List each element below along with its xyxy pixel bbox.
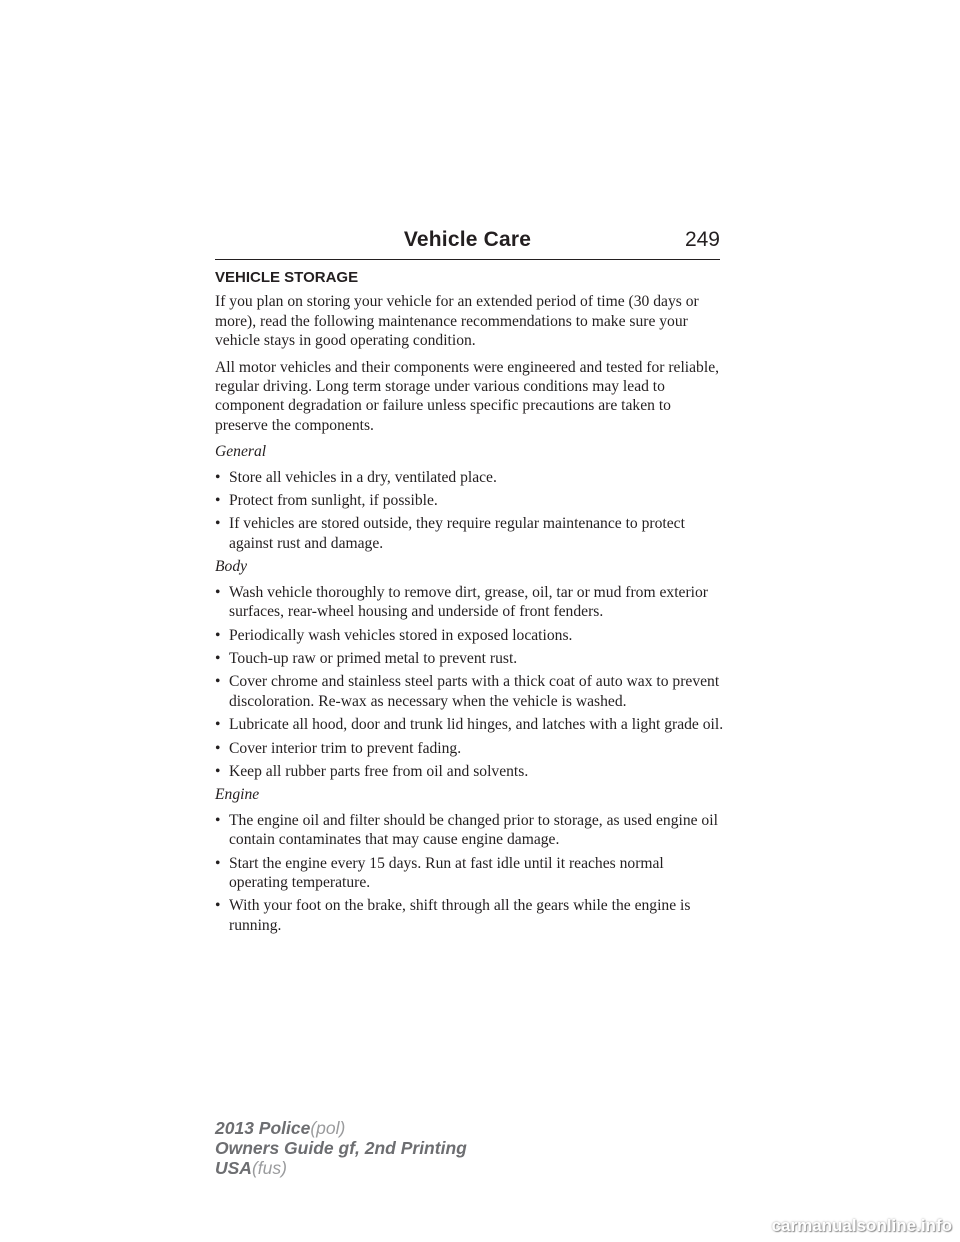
- header-title: Vehicle Care: [403, 228, 532, 251]
- bullet-icon: •: [215, 673, 221, 691]
- footer-model: 2013 Police: [215, 1118, 311, 1138]
- bullet-icon: •: [215, 762, 221, 780]
- bullet-icon: •: [215, 626, 221, 644]
- list-item: [215, 762, 725, 781]
- list-item-text: Protect from sunlight, if possible.: [229, 492, 438, 510]
- list-item: [215, 583, 725, 622]
- list-item-text: Cover chrome and stainless steel parts with a thick coat of auto wax to prevent discoloration. Re-wax as necessary when the vehicle is washed.: [229, 673, 720, 710]
- bullet-icon: •: [215, 716, 221, 734]
- subhead-general: General: [215, 443, 267, 461]
- list-item: [215, 739, 725, 758]
- bullet-icon: •: [215, 583, 221, 601]
- header-divider: [215, 259, 720, 260]
- bullet-icon: •: [215, 811, 221, 829]
- bullet-icon: •: [215, 492, 221, 510]
- subhead-engine: Engine: [215, 786, 260, 804]
- list-item-text: Keep all rubber parts free from oil and solvents.: [229, 762, 529, 780]
- bullet-icon: •: [215, 515, 221, 533]
- list-item: [215, 626, 725, 645]
- footer-market-code: (fus): [251, 1158, 287, 1178]
- list-item-text: The engine oil and filter should be changed prior to storage, as used engine oil contain contaminates that may cause engine damage.: [229, 811, 718, 849]
- bullet-icon: •: [215, 897, 221, 915]
- list-item: [215, 514, 725, 553]
- list-item: [215, 672, 725, 711]
- footer-line-guide: [215, 1138, 467, 1158]
- list-item-text: If vehicles are stored outside, they require regular maintenance to protect against rust and damage.: [229, 515, 685, 552]
- list-item-text: Lubricate all hood, door and trunk lid hinges, and latches with a light grade oil.: [229, 716, 724, 734]
- list-item-text: With your foot on the brake, shift through all the gears while the engine is running.: [229, 897, 691, 934]
- list-item: [215, 715, 725, 734]
- footer-line-market: [215, 1158, 467, 1178]
- list-item: [215, 468, 725, 487]
- list-item: [215, 854, 725, 893]
- list-item-text: Cover interior trim to prevent fading.: [229, 739, 462, 757]
- list-item: [215, 649, 725, 668]
- list-item: [215, 491, 725, 510]
- list-item-text: Store all vehicles in a dry, ventilated place.: [229, 468, 497, 486]
- general-list: [215, 468, 725, 554]
- footer-market: USA: [215, 1158, 252, 1178]
- list-item: [215, 811, 725, 850]
- intro-paragraph: If you plan on storing your vehicle for an extended period of time (30 days or more), read the following maintenance recommendations to make sure your vehicle stays in good operating condition.: [215, 293, 699, 350]
- print-footer: [215, 1118, 467, 1178]
- bullet-icon: •: [215, 739, 221, 757]
- body-list: [215, 583, 725, 782]
- footer-line-model: [215, 1118, 467, 1138]
- page-content: [215, 268, 725, 939]
- list-item-text: Start the engine every 15 days. Run at fast idle until it reaches normal operating temperature.: [229, 854, 664, 891]
- watermark: carmanualsonline.info: [771, 1216, 952, 1235]
- section-heading: VEHICLE STORAGE: [215, 269, 359, 286]
- bullet-icon: •: [215, 854, 221, 872]
- engine-list: [215, 811, 725, 935]
- intro-paragraph: All motor vehicles and their components were engineered and tested for reliable, regular driving. Long term storage under various conditions may lead to component degradation or failure unless specific precautions are taken to preserve the components.: [215, 358, 720, 434]
- list-item: [215, 896, 725, 935]
- page-number: 249: [684, 228, 720, 251]
- list-item-text: Periodically wash vehicles stored in exposed locations.: [229, 626, 573, 644]
- subhead-body: Body: [215, 558, 248, 576]
- bullet-icon: •: [215, 468, 221, 486]
- footer-model-code: (pol): [310, 1118, 346, 1138]
- bullet-icon: •: [215, 649, 221, 667]
- list-item-text: Touch-up raw or primed metal to prevent rust.: [229, 649, 518, 667]
- footer-guide: Owners Guide gf, 2nd Printing: [215, 1138, 467, 1158]
- list-item-text: Wash vehicle thoroughly to remove dirt, grease, oil, tar or mud from exterior surfaces, rear-wheel housing and underside of front fenders.: [229, 583, 708, 621]
- page-header: [215, 228, 720, 260]
